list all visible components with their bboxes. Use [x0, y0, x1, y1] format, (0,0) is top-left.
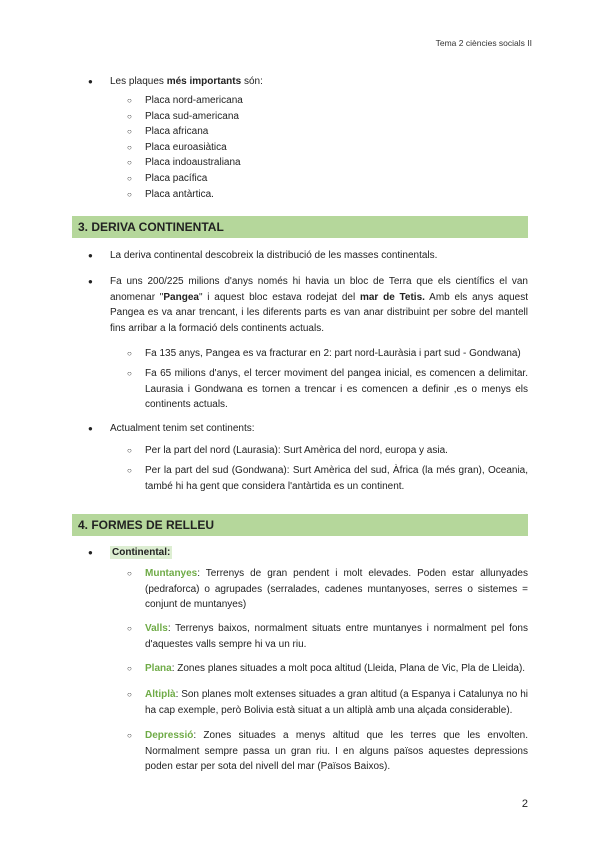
section-heading-bar: [72, 514, 528, 536]
section-title: 4. FORMES DE RELLEU: [78, 518, 215, 532]
circle-bullet-icon: ○: [127, 173, 132, 183]
list-item: ○ Placa euroasiàtica: [145, 140, 243, 156]
continental-label-row: [88, 545, 528, 561]
sub-item: ○ Fa 65 milions d'anys, el tercer moviment del pangea inicial, es comencen a delimitar. Laurasia i Gondwana es tornen a trencar i es comencen a definir ,es o menys els continents actuals.: [127, 368, 528, 410]
circle-bullet-icon: ○: [127, 731, 132, 740]
bullet-icon: ●: [88, 277, 93, 286]
paragraph: ● Fa uns 200/225 milions d'anys només hi havia un bloc de Terra que els científics el van anomenar "Pangea" i aquest bloc estava rodejat del mar de Tetis. Amb els anys aquest Pangea es va anar trencant, i les diferents parts es van anar distribuint per sobre del mantell fins arribar a la formació dels continents actuals.: [88, 276, 529, 334]
list-item: ○ Placa pacífica: [145, 171, 243, 187]
paragraph: ● La deriva continental descobreix la distribució de les masses continentals.: [110, 248, 528, 264]
circle-bullet-icon: ○: [127, 158, 132, 168]
section-title: 3. DERIVA CONTINENTAL: [78, 220, 224, 234]
bullet-icon: ●: [88, 251, 93, 260]
circle-bullet-icon: ○: [127, 142, 132, 152]
circle-bullet-icon: ○: [127, 466, 132, 475]
circle-bullet-icon: ○: [127, 96, 132, 105]
relief-item-depressio: ○ Depressió: Zones situades a menys altitud que les terres que les envolten. Normalment sempre passa un gran riu. I en alguns països aquestes depressions poden estar per sota del nivell del mar (Països Baixos).: [127, 730, 528, 772]
circle-bullet-icon: ○: [127, 690, 132, 699]
page-number: 2: [521, 798, 528, 810]
circle-bullet-icon: ○: [127, 189, 132, 199]
sub-item: ○ Per la part del sud (Gondwana): Surt Amèrica del sud, Àfrica (la més gran), Oceania, també hi ha gent que considera l'antàrtida es un continent.: [127, 465, 528, 492]
circle-bullet-icon: ○: [127, 569, 132, 578]
section-heading-bar: [72, 216, 528, 238]
bullet-icon: ●: [88, 548, 93, 557]
circle-bullet-icon: ○: [127, 349, 132, 358]
relief-item-muntanyes: ○ Muntanyes: Terrenys de gran pendent i molt elevades. Poden estar allunyades (pedraforca) o agrupades (serralades, cadenes muntanyoses, serres o sistemes = conjunt de muntanyes): [127, 568, 528, 610]
list-item: ○ Placa africana: [145, 124, 243, 140]
plates-list: [127, 93, 243, 202]
list-item: ○ Placa indoaustraliana: [145, 155, 243, 171]
relief-item-plana: ○ Plana: Zones planes situades a molt poca altitud (Lleida, Plana de Vic, Pla de Lleida).: [145, 661, 528, 677]
relief-item-valls: ○ Valls: Terrenys baixos, normalment situats entre muntanyes i normalment pel fons d'aquestes valls sempre hi va un riu.: [127, 623, 528, 650]
relief-item-altipla: ○ Altiplà: Son planes molt extenses situades a gran altitud (a Espanya i Catalunya no hi ha cap exemple, però Bolivia està situat a un altiplà amb una alçada considerable).: [127, 689, 528, 716]
circle-bullet-icon: ○: [127, 111, 132, 121]
paragraph: ● Actualment tenim set continents:: [110, 421, 528, 437]
circle-bullet-icon: ○: [127, 127, 132, 137]
bullet-icon: ●: [88, 77, 93, 86]
highlighted-label: Continental:: [112, 547, 171, 558]
running-header: Tema 2 ciències socials II: [435, 38, 532, 48]
sub-item: ○ Per la part del nord (Laurasia): Surt Amèrica del nord, europa y asia.: [145, 443, 528, 459]
list-item: ○ Placa sud-americana: [145, 109, 243, 125]
circle-bullet-icon: ○: [127, 624, 132, 633]
sub-item: ○ Fa 135 anys, Pangea es va fracturar en 2: part nord-Lauràsia i part sud - Gondwana): [145, 346, 528, 362]
bullet-icon: ●: [88, 424, 93, 433]
circle-bullet-icon: ○: [127, 446, 132, 455]
circle-bullet-icon: ○: [127, 664, 132, 673]
list-item: ○ Placa nord-americana: [145, 93, 243, 109]
circle-bullet-icon: ○: [127, 369, 132, 378]
list-item: ○ Placa antàrtica.: [145, 187, 243, 203]
plates-intro: ● Les plaques més importants són:: [110, 74, 528, 90]
